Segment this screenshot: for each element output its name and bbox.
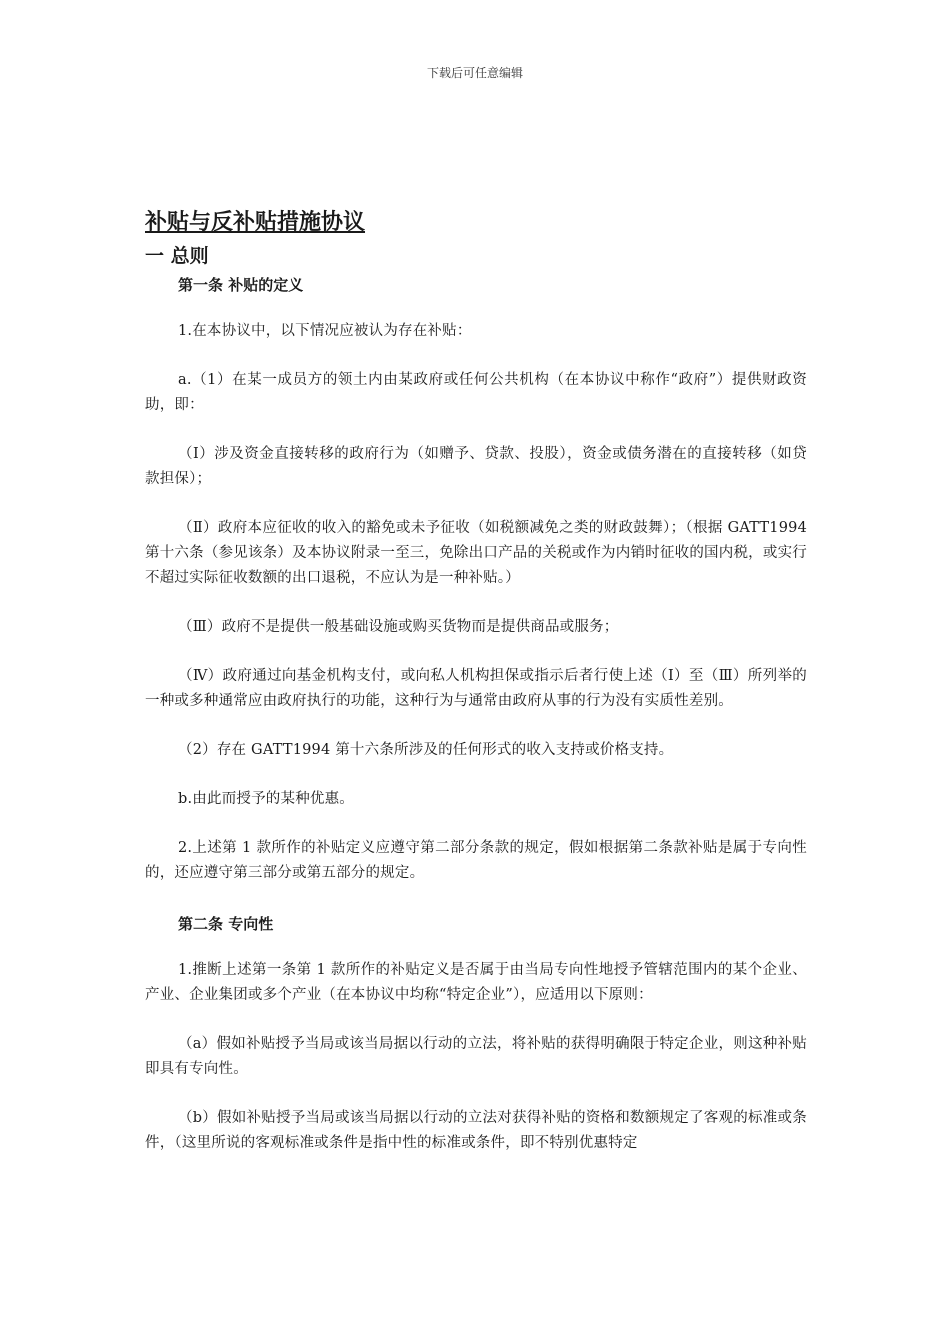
article-1-paragraph-3: （Ⅰ）涉及资金直接转移的政府行为（如赠予、贷款、投股），资金或债务潜在的直接转移（如贷款担保）；: [145, 446, 807, 487]
article-1-paragraph-2: a.（1）在某一成员方的领土内由某政府或任何公共机构（在本协议中称作“政府”）提供财政资助，即：: [145, 372, 807, 413]
article-1-paragraph-4: （Ⅱ）政府本应征收的收入的豁免或未予征收（如税额减免之类的财政鼓舞）；（根据 GATT1994 第十六条（参见该条）及本协议附录一至三，免除出口产品的关税或作为内销时征收的国内税，或实行不超过实际征收数额的出口退税，不应认为是一种补贴。）: [145, 520, 807, 586]
section-heading-general: 一 总则: [145, 245, 209, 267]
article-1-paragraph-5: （Ⅲ）政府不是提供一般基础设施或购买货物而是提供商品或服务；: [178, 619, 619, 635]
document-title: 补贴与反补贴措施协议: [145, 210, 366, 235]
document-body: [145, 205, 807, 1156]
article-2-paragraph-1: 1.推断上述第一条第 1 款所作的补贴定义是否属于由当局专向性地授予管辖范围内的某个企业、产业、企业集团或多个产业（在本协议中均称“特定企业”），应适用以下原则：: [145, 962, 807, 1003]
article-1-heading: 第一条 补贴的定义: [178, 276, 304, 294]
article-1-paragraph-8: b.由此而授予的某种优惠。: [178, 791, 354, 807]
article-2-paragraph-3: （b）假如补贴授予当局或该当局据以行动的立法对获得补贴的资格和数额规定了客观的标准或条件，（这里所说的客观标准或条件是指中性的标准或条件，即不特别优惠特定: [145, 1110, 807, 1151]
article-2-heading: 第二条 专向性: [178, 915, 274, 933]
article-1-paragraph-7: （2）存在 GATT1994 第十六条所涉及的任何形式的收入支持或价格支持。: [178, 742, 674, 758]
article-1-paragraph-6: （Ⅳ）政府通过向基金机构支付，或向私人机构担保或指示后者行使上述（Ⅰ）至（Ⅲ）所列举的一种或多种通常应由政府执行的功能，这种行为与通常由政府从事的行为没有实质性差别。: [145, 668, 807, 709]
article-2-paragraph-2: （a）假如补贴授予当局或该当局据以行动的立法，将补贴的获得明确限于特定企业，则这种补贴即具有专向性。: [145, 1036, 807, 1077]
header-note: 下载后可任意编辑: [426, 66, 523, 80]
article-1-paragraph-9: 2.上述第 1 款所作的补贴定义应遵守第二部分条款的规定，假如根据第二条款补贴是属于专向性的，还应遵守第三部分或第五部分的规定。: [145, 840, 807, 881]
article-1-paragraph-1: 1.在本协议中，以下情况应被认为存在补贴：: [178, 323, 472, 339]
